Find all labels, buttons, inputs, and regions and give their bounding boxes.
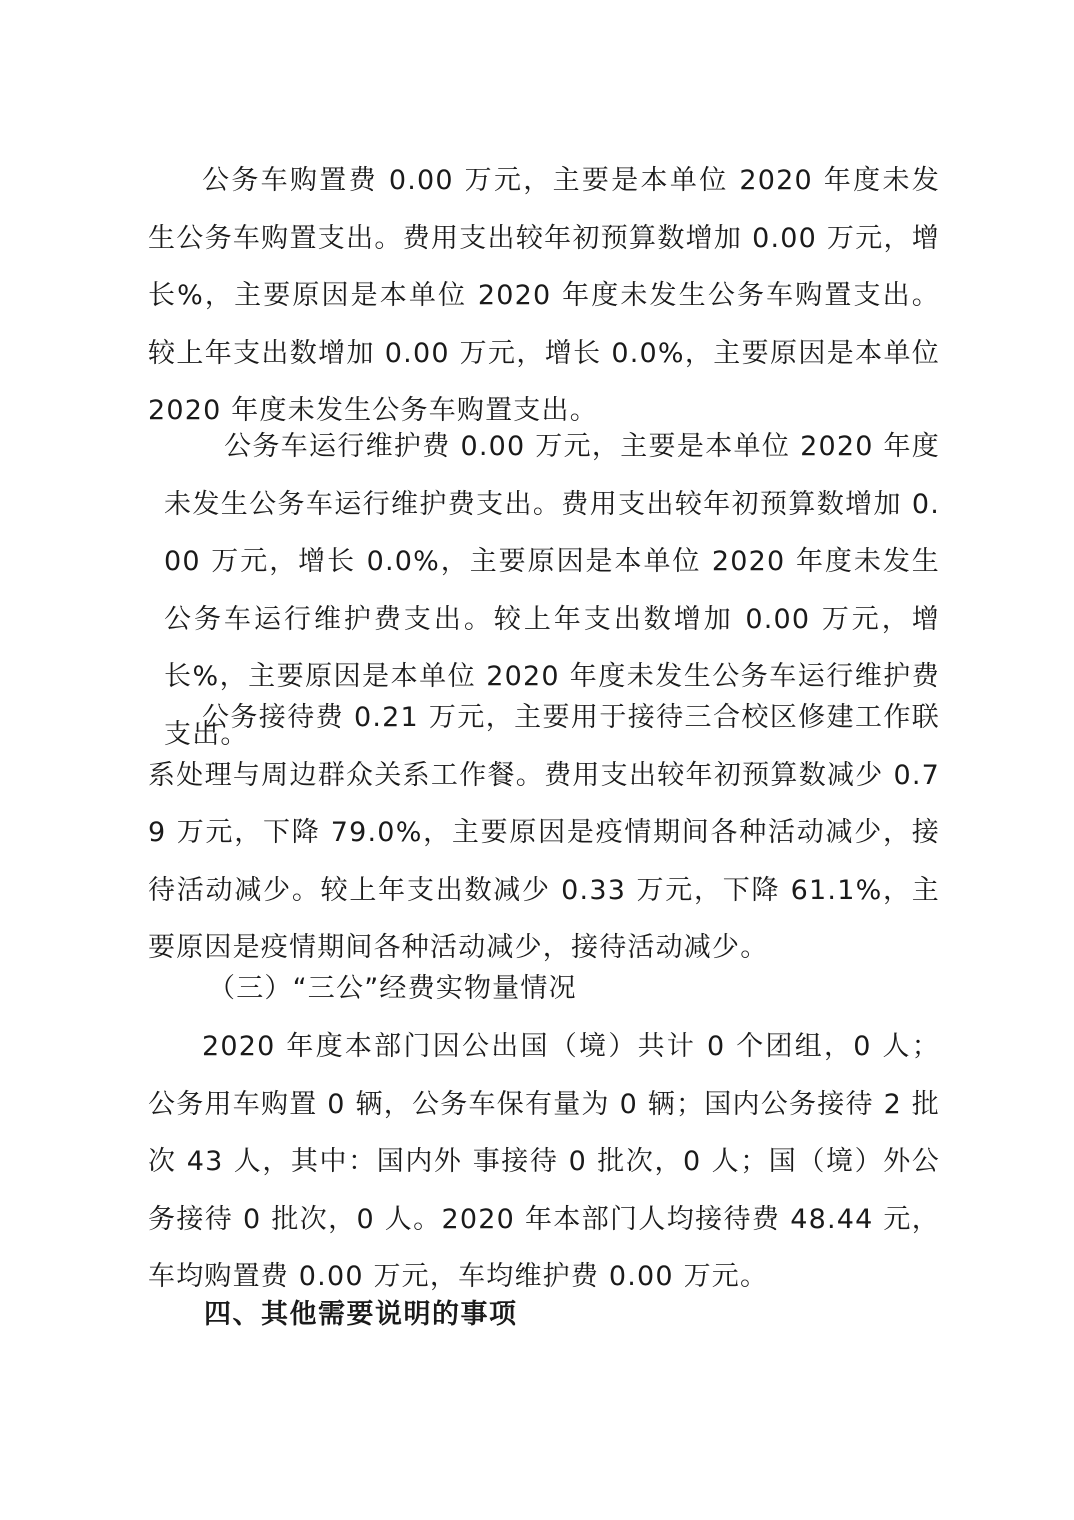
paragraph-car-maintenance: 公务车运行维护费 0.00 万元，主要是本单位 2020 年度未发生公务车运行维护费支出。费用支出较年初预算数增加 0.00 万元，增长 0.0%，主要原因是本单位 2020 年度未发生公务车运行维护费支出。较上年支出数增加 0.00 万元，增长%，主要原因是本单位 2020 年度未发生公务车运行维护费支出。 (164, 431, 940, 750)
paragraph-physical-quantity: 2020 年度本部门因公出国（境）共计 0 个团组，0 人；公务用车购置 0 辆，公务车保有量为 0 辆；国内公务接待 2 批次 43 人，其中：国内外 事接待 0 批次，0 人；国（境）外公务接待 0 批次，0 人。2020 年本部门人均接待费 48.44 元，车均购置费 0.00 万元，车均维护费 0.00 万元。 (148, 1031, 940, 1293)
paragraph-reception: 公务接待费 0.21 万元，主要用于接待三合校区修建工作联系处理与周边群众关系工作餐。费用支出较年初预算数减少 0.79 万元，下降 79.0%，主要原因是疫情期间各种活动减少，接待活动减少。较上年支出数减少 0.33 万元，下降 61.1%，主要原因是疫情期间各种活动减少，接待活动减少。 (148, 702, 940, 964)
paragraph-car-purchase: 公务车购置费 0.00 万元，主要是本单位 2020 年度未发生公务车购置支出。费用支出较年初预算数增加 0.00 万元，增长%，主要原因是本单位 2020 年度未发生公务车购置支出。较上年支出数增加 0.00 万元，增长 0.0%，主要原因是本单位 2020 年度未发生公务车购置支出。 (148, 165, 940, 427)
section-heading-other-matters: 四、其他需要说明的事项 (204, 1299, 518, 1330)
subheading-physical-quantity: （三）“三公”经费实物量情况 (208, 973, 577, 1004)
